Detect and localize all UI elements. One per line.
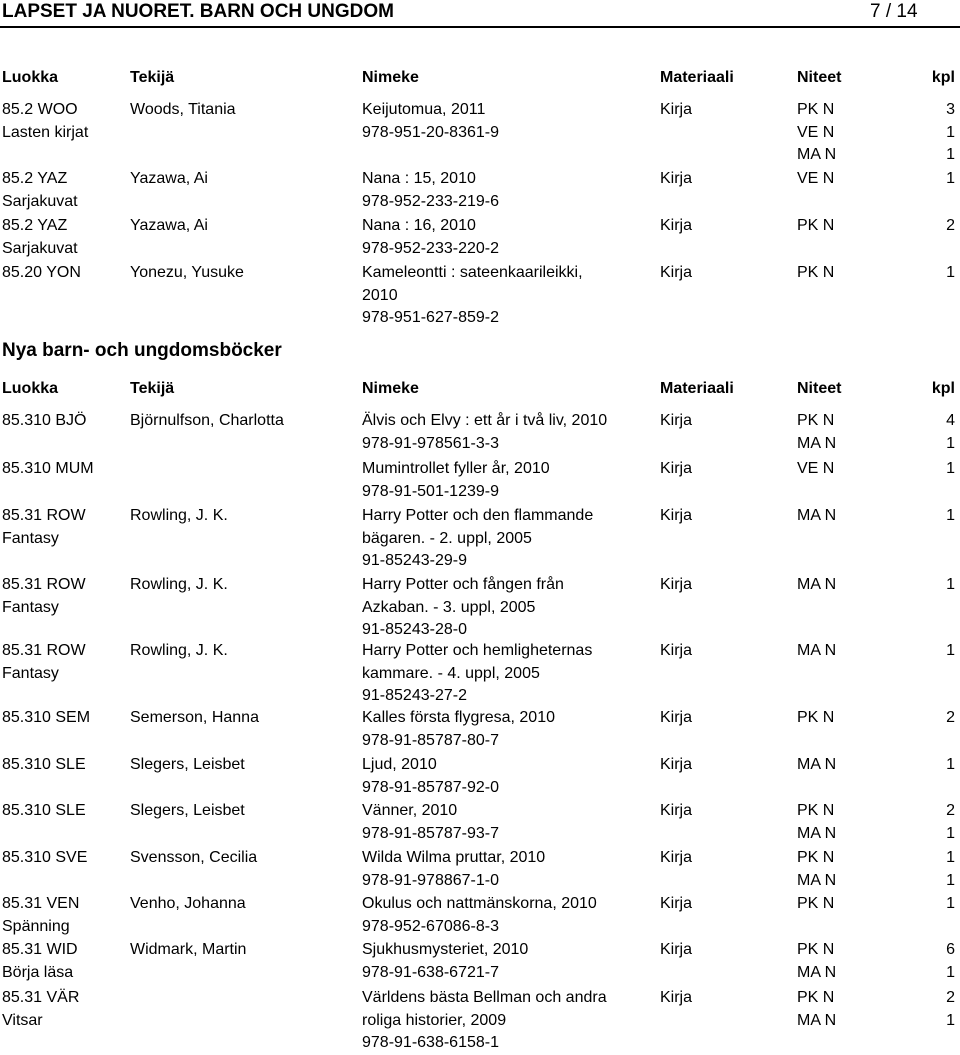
- copies-location-cell-line: MA N: [797, 434, 837, 452]
- count-cell: [946, 410, 955, 455]
- title-cell: [362, 168, 499, 213]
- copies-location-cell: [797, 410, 836, 455]
- material-cell: [660, 893, 692, 916]
- title-cell: [362, 893, 597, 938]
- author-cell-line: Yonezu, Yusuke: [130, 264, 244, 281]
- author-cell-line: Woods, Titania: [130, 101, 236, 118]
- title-cell-line: Ljud, 2010: [362, 756, 437, 773]
- title-cell-line: 2010: [362, 286, 398, 304]
- copies-location-cell: [797, 168, 834, 191]
- author-cell: [130, 640, 228, 663]
- title-cell-line: 978-91-978561-3-3: [362, 434, 499, 452]
- col-nimeke: Nimeke: [362, 380, 419, 397]
- author-cell: [130, 505, 228, 528]
- material-cell-line: Kirja: [660, 941, 693, 958]
- copies-location-cell-line: VE N: [797, 170, 835, 187]
- copies-location-cell: [797, 458, 834, 481]
- class-code-cell-line: Spänning: [2, 917, 70, 935]
- material-cell: [660, 99, 692, 122]
- material-cell: [660, 707, 692, 730]
- class-code-cell-line: 85.2 YAZ: [2, 217, 68, 234]
- author-cell: [130, 707, 259, 730]
- title-cell-line: Nana : 16, 2010: [362, 217, 476, 234]
- column-header-row: [0, 67, 960, 89]
- count-cell-line: 1: [946, 963, 955, 981]
- copies-location-cell-line: PK N: [797, 989, 835, 1006]
- title-cell: [362, 458, 550, 503]
- title-cell-line: Vänner, 2010: [362, 802, 458, 819]
- title-cell-line: 91-85243-29-9: [362, 552, 467, 569]
- title-cell-line: 91-85243-27-2: [362, 687, 467, 704]
- copies-location-cell: [797, 847, 836, 892]
- copies-location-cell: [797, 893, 834, 916]
- class-code-cell: [2, 987, 79, 1032]
- count-cell-line: 3: [946, 101, 955, 118]
- material-cell: [660, 262, 692, 285]
- count-cell-line: 2: [946, 989, 955, 1006]
- copies-location-cell-line: MA N: [797, 824, 837, 842]
- title-cell: [362, 505, 593, 573]
- count-cell-line: 1: [946, 170, 955, 187]
- title-cell: [362, 640, 592, 708]
- count-cell: [946, 987, 955, 1032]
- section-title: Nya barn- och ungdomsböcker: [2, 340, 282, 361]
- material-cell: [660, 800, 692, 823]
- author-cell: [130, 754, 245, 777]
- title-cell-line: 978-91-501-1239-9: [362, 482, 499, 500]
- author-cell: [130, 800, 245, 823]
- material-cell-line: Kirja: [660, 989, 693, 1006]
- material-cell: [660, 574, 692, 597]
- title-cell-line: 978-91-638-6158-1: [362, 1034, 499, 1051]
- author-cell-line: Svensson, Cecilia: [130, 849, 258, 866]
- col-tekija: Tekijä: [130, 69, 175, 86]
- material-cell-line: Kirja: [660, 217, 693, 234]
- title-cell-line: Azkaban. - 3. uppl, 2005: [362, 598, 536, 616]
- title-cell-line: 978-952-233-220-2: [362, 239, 499, 257]
- author-cell-line: Yazawa, Ai: [130, 170, 208, 187]
- col-kpl: kpl: [931, 380, 955, 397]
- class-code-cell: [2, 847, 87, 870]
- title-cell-line: Wilda Wilma pruttar, 2010: [362, 849, 546, 866]
- count-cell: [946, 640, 955, 663]
- material-cell-line: Kirja: [660, 849, 693, 866]
- count-cell: [946, 847, 955, 892]
- class-code-cell: [2, 215, 78, 260]
- author-cell-line: Rowling, J. K.: [130, 642, 228, 659]
- col-nimeke: Nimeke: [362, 69, 419, 86]
- class-code-cell: [2, 893, 79, 938]
- title-cell-line: 978-952-233-219-6: [362, 192, 499, 210]
- title-cell-line: bägaren. - 2. uppl, 2005: [362, 529, 532, 547]
- material-cell: [660, 410, 692, 433]
- copies-location-cell: [797, 707, 834, 730]
- class-code-cell: [2, 262, 81, 285]
- title-cell-line: roliga historier, 2009: [362, 1011, 507, 1029]
- title-cell-line: Harry Potter och den flammande: [362, 507, 594, 524]
- material-cell-line: Kirja: [660, 460, 693, 477]
- copies-location-cell: [797, 640, 836, 663]
- title-cell-line: 978-951-20-8361-9: [362, 123, 499, 141]
- class-code-cell-line: Sarjakuvat: [2, 192, 78, 210]
- title-cell: [362, 262, 583, 330]
- copies-location-cell-line: PK N: [797, 802, 835, 819]
- author-cell-line: Slegers, Leisbet: [130, 802, 245, 819]
- material-cell: [660, 754, 692, 777]
- class-code-cell-line: Sarjakuvat: [2, 239, 78, 257]
- col-materiaali: Materiaali: [660, 380, 734, 397]
- author-cell-line: Widmark, Martin: [130, 941, 247, 958]
- class-code-cell-line: Vitsar: [2, 1011, 43, 1029]
- author-cell: [130, 939, 246, 962]
- copies-location-cell-line: PK N: [797, 217, 835, 234]
- copies-location-cell: [797, 262, 834, 285]
- count-cell-line: 1: [946, 756, 955, 773]
- copies-location-cell-line: VE N: [797, 123, 835, 141]
- copies-location-cell: [797, 800, 836, 845]
- title-cell-line: Mumintrollet fyller år, 2010: [362, 460, 550, 477]
- class-code-cell-line: Börja läsa: [2, 963, 74, 981]
- title-cell-line: kammare. - 4. uppl, 2005: [362, 664, 540, 682]
- author-cell: [130, 893, 246, 916]
- count-cell: [946, 800, 955, 845]
- author-cell-line: Björnulfson, Charlotta: [130, 412, 284, 429]
- title-cell: [362, 574, 564, 642]
- count-cell: [946, 458, 955, 481]
- count-cell-line: 1: [946, 460, 955, 477]
- author-cell-line: Slegers, Leisbet: [130, 756, 245, 773]
- author-cell: [130, 168, 208, 191]
- title-cell: [362, 754, 499, 799]
- material-cell-line: Kirja: [660, 895, 693, 912]
- title-cell-line: Världens bästa Bellman och andra: [362, 989, 607, 1006]
- copies-location-cell-line: PK N: [797, 941, 835, 958]
- col-tekija: Tekijä: [130, 380, 175, 397]
- class-code-cell-line: 85.310 MUM: [2, 460, 94, 477]
- count-cell-line: 1: [946, 576, 955, 593]
- count-cell: [946, 893, 955, 916]
- count-cell-line: 6: [946, 941, 955, 958]
- class-code-cell-line: 85.31 VÄR: [2, 989, 80, 1006]
- author-cell-line: Rowling, J. K.: [130, 576, 228, 593]
- title-cell-line: 978-91-85787-80-7: [362, 731, 499, 749]
- title-cell-line: 978-91-638-6721-7: [362, 963, 499, 981]
- copies-location-cell: [797, 505, 836, 528]
- author-cell: [130, 410, 284, 433]
- title-cell-line: 978-91-85787-92-0: [362, 778, 499, 796]
- count-cell: [946, 754, 955, 777]
- material-cell-line: Kirja: [660, 709, 693, 726]
- count-cell: [946, 168, 955, 191]
- title-cell-line: 978-951-627-859-2: [362, 309, 499, 326]
- title-cell-line: 978-91-85787-93-7: [362, 824, 499, 842]
- class-code-cell: [2, 168, 78, 213]
- title-cell-line: 978-91-978867-1-0: [362, 871, 499, 889]
- title-cell-line: Kalles första flygresa, 2010: [362, 709, 555, 726]
- class-code-cell-line: 85.31 ROW: [2, 507, 86, 524]
- count-cell-line: 1: [946, 871, 955, 889]
- class-code-cell-line: 85.31 ROW: [2, 576, 86, 593]
- column-header-row: [0, 378, 960, 400]
- title-cell-line: Kameleontti : sateenkaarileikki,: [362, 264, 583, 281]
- copies-location-cell-line: PK N: [797, 895, 835, 912]
- title-cell: [362, 987, 607, 1055]
- count-cell-line: 2: [946, 802, 955, 819]
- col-kpl: kpl: [931, 69, 955, 86]
- material-cell: [660, 847, 692, 870]
- material-cell: [660, 215, 692, 238]
- material-cell: [660, 939, 692, 962]
- count-cell: [946, 99, 955, 167]
- page-header: [0, 0, 960, 28]
- class-code-cell: [2, 458, 94, 481]
- class-code-cell: [2, 800, 86, 823]
- material-cell: [660, 458, 692, 481]
- copies-location-cell-line: MA N: [797, 963, 837, 981]
- material-cell-line: Kirja: [660, 507, 693, 524]
- title-cell: [362, 99, 499, 144]
- title-cell-line: Harry Potter och hemligheternas: [362, 642, 593, 659]
- col-materiaali: Materiaali: [660, 69, 734, 86]
- title-cell: [362, 707, 555, 752]
- count-cell: [946, 707, 955, 730]
- class-code-cell-line: 85.31 ROW: [2, 642, 86, 659]
- material-cell-line: Kirja: [660, 264, 693, 281]
- class-code-cell-line: 85.2 WOO: [2, 101, 78, 118]
- class-code-cell: [2, 99, 88, 144]
- material-cell: [660, 640, 692, 663]
- class-code-cell: [2, 574, 86, 619]
- count-cell-line: 1: [946, 642, 955, 659]
- copies-location-cell-line: PK N: [797, 264, 835, 281]
- author-cell: [130, 574, 228, 597]
- class-code-cell-line: 85.310 SVE: [2, 849, 88, 866]
- author-cell-line: Yazawa, Ai: [130, 217, 208, 234]
- count-cell-line: 4: [946, 412, 955, 429]
- author-cell-line: Rowling, J. K.: [130, 507, 228, 524]
- count-cell-line: 1: [946, 123, 955, 141]
- material-cell-line: Kirja: [660, 642, 693, 659]
- report-title: LAPSET JA NUORET. BARN OCH UNGDOM: [2, 1, 394, 22]
- count-cell: [946, 215, 955, 238]
- title-cell-line: Keijutomua, 2011: [362, 101, 486, 118]
- copies-location-cell-line: MA N: [797, 756, 837, 773]
- class-code-cell-line: Lasten kirjat: [2, 123, 89, 141]
- copies-location-cell: [797, 215, 834, 238]
- class-code-cell: [2, 754, 86, 777]
- title-cell: [362, 939, 528, 984]
- material-cell: [660, 987, 692, 1010]
- class-code-cell-line: 85.310 SLE: [2, 756, 86, 773]
- title-cell: [362, 215, 499, 260]
- copies-location-cell-line: MA N: [797, 642, 837, 659]
- author-cell: [130, 847, 257, 870]
- count-cell-line: 1: [946, 895, 955, 912]
- count-cell-line: 1: [946, 507, 955, 524]
- count-cell: [946, 574, 955, 597]
- copies-location-cell-line: MA N: [797, 146, 837, 163]
- class-code-cell-line: 85.20 YON: [2, 264, 81, 281]
- col-niteet: Niteet: [797, 380, 842, 397]
- class-code-cell: [2, 410, 87, 433]
- copies-location-cell-line: PK N: [797, 412, 835, 429]
- page-number: 7 / 14: [870, 1, 918, 22]
- count-cell-line: 1: [946, 849, 955, 866]
- class-code-cell: [2, 640, 86, 685]
- class-code-cell-line: Fantasy: [2, 664, 59, 682]
- col-luokka: Luokka: [2, 380, 59, 397]
- col-niteet: Niteet: [797, 69, 842, 86]
- author-cell-line: Semerson, Hanna: [130, 709, 259, 726]
- title-cell: [362, 410, 607, 455]
- count-cell-line: 1: [946, 824, 955, 842]
- count-cell: [946, 505, 955, 528]
- class-code-cell: [2, 939, 78, 984]
- material-cell-line: Kirja: [660, 802, 693, 819]
- copies-location-cell: [797, 574, 836, 597]
- copies-location-cell-line: PK N: [797, 849, 835, 866]
- count-cell-line: 1: [946, 434, 955, 452]
- copies-location-cell-line: PK N: [797, 709, 835, 726]
- material-cell-line: Kirja: [660, 170, 693, 187]
- title-cell: [362, 800, 499, 845]
- material-cell: [660, 168, 692, 191]
- copies-location-cell-line: MA N: [797, 507, 837, 524]
- class-code-cell-line: 85.31 VEN: [2, 895, 80, 912]
- author-cell: [130, 215, 208, 238]
- class-code-cell-line: Fantasy: [2, 529, 59, 547]
- count-cell: [946, 939, 955, 984]
- title-cell: [362, 847, 545, 892]
- copies-location-cell-line: MA N: [797, 576, 837, 593]
- count-cell-line: 1: [946, 146, 955, 163]
- count-cell-line: 1: [946, 1011, 955, 1029]
- class-code-cell-line: Fantasy: [2, 598, 59, 616]
- class-code-cell: [2, 505, 86, 550]
- class-code-cell-line: 85.310 SEM: [2, 709, 91, 726]
- class-code-cell: [2, 707, 90, 730]
- count-cell: [946, 262, 955, 285]
- copies-location-cell-line: PK N: [797, 101, 835, 118]
- count-cell-line: 2: [946, 217, 955, 234]
- class-code-cell-line: 85.2 YAZ: [2, 170, 68, 187]
- count-cell-line: 2: [946, 709, 955, 726]
- col-luokka: Luokka: [2, 69, 59, 86]
- author-cell-line: Venho, Johanna: [130, 895, 246, 912]
- material-cell-line: Kirja: [660, 756, 693, 773]
- copies-location-cell: [797, 987, 836, 1032]
- copies-location-cell: [797, 99, 836, 167]
- title-cell-line: Nana : 15, 2010: [362, 170, 476, 187]
- material-cell: [660, 505, 692, 528]
- title-cell-line: Sjukhusmysteriet, 2010: [362, 941, 529, 958]
- title-cell-line: Okulus och nattmänskorna, 2010: [362, 895, 597, 912]
- material-cell-line: Kirja: [660, 576, 693, 593]
- title-cell-line: Harry Potter och fången från: [362, 576, 564, 593]
- title-cell-line: Älvis och Elvy : ett år i två liv, 2010: [362, 412, 608, 429]
- class-code-cell-line: 85.31 WID: [2, 941, 78, 958]
- count-cell-line: 1: [946, 264, 955, 281]
- copies-location-cell: [797, 754, 836, 777]
- material-cell-line: Kirja: [660, 412, 693, 429]
- material-cell-line: Kirja: [660, 101, 693, 118]
- author-cell: [130, 262, 244, 285]
- copies-location-cell-line: VE N: [797, 460, 835, 477]
- class-code-cell-line: 85.310 BJÖ: [2, 412, 87, 429]
- title-cell-line: 978-952-67086-8-3: [362, 917, 499, 935]
- author-cell: [130, 99, 236, 122]
- copies-location-cell-line: MA N: [797, 1011, 837, 1029]
- title-cell-line: 91-85243-28-0: [362, 621, 467, 638]
- copies-location-cell-line: MA N: [797, 871, 837, 889]
- class-code-cell-line: 85.310 SLE: [2, 802, 86, 819]
- copies-location-cell: [797, 939, 836, 984]
